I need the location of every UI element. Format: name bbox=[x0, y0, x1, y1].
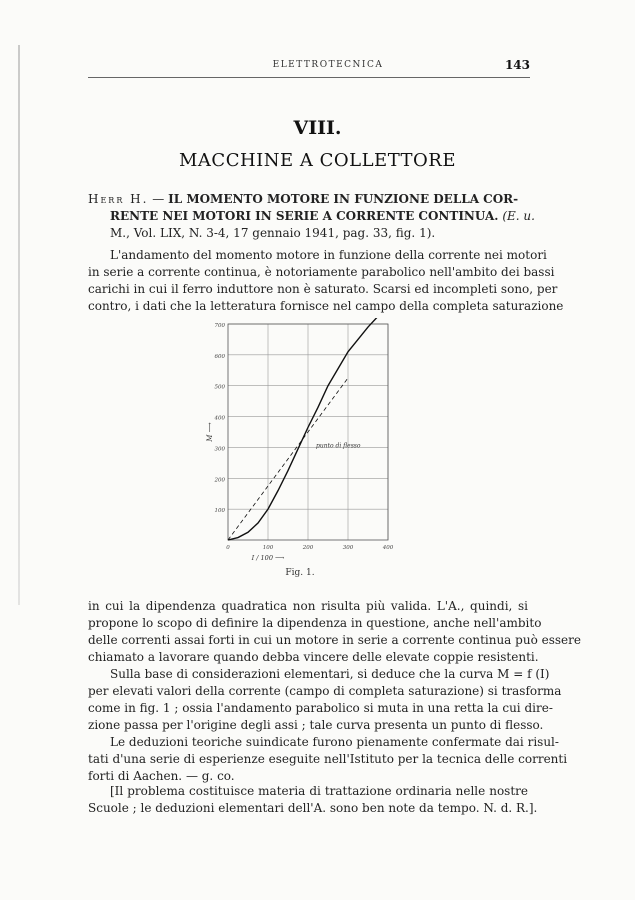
reference-line-3: M., Vol. LIX, N. 3-4, 17 gennaio 1941, pag. 33, fig. 1). bbox=[110, 226, 436, 240]
x-tick-label: 400 bbox=[382, 545, 394, 551]
y-tick-label: 600 bbox=[214, 353, 225, 360]
running-head: ELETTROTECNICA bbox=[272, 60, 384, 70]
y-axis-label: M ⟶ bbox=[206, 422, 214, 442]
paragraph-line: L'andamento del momento motore in funzione della corrente nei motori bbox=[110, 248, 547, 262]
paragraph-line: in serie a corrente continua, è notoriamente parabolico nell'ambito dei bassi bbox=[88, 265, 555, 279]
paragraph-2 bbox=[88, 598, 581, 666]
x-tick-label: 300 bbox=[342, 545, 354, 551]
paragraph-line: propone lo scopo di definire la dipendenza in questione, anche nell'ambito bbox=[88, 616, 542, 630]
y-tick-label: 200 bbox=[214, 477, 225, 484]
reference-title-1: IL MOMENTO MOTORE IN FUNZIONE DELLA COR- bbox=[168, 192, 519, 206]
figure-caption: Fig. 1. bbox=[285, 568, 315, 578]
paragraph-line: Sulla base di considerazioni elementari, si deduce che la curva M = f (I) bbox=[110, 667, 550, 681]
paragraph-line: zione passa per l'origine degli assi ; tale curva presenta un punto di flesso. bbox=[88, 718, 544, 732]
annotation-label: punto di flesso bbox=[316, 442, 361, 450]
paragraph-line: delle correnti assai forti in cui un motore in serie a corrente continua può essere bbox=[88, 633, 581, 647]
paragraph-4 bbox=[88, 734, 568, 785]
paragraph-line: [Il problema costituisce materia di trattazione ordinaria nelle nostre bbox=[110, 784, 528, 798]
reference-title-2: RENTE NEI MOTORI IN SERIE A CORRENTE CONTINUA. bbox=[110, 209, 499, 223]
x-tick-label: 200 bbox=[302, 545, 314, 551]
paragraph-3 bbox=[88, 666, 562, 734]
paragraph-1 bbox=[88, 247, 564, 315]
paragraph-line: per elevati valori della corrente (campo di completa saturazione) si trasforma bbox=[88, 684, 562, 698]
y-tick-label: 100 bbox=[214, 508, 225, 515]
reference-author: Herr H. bbox=[88, 192, 149, 206]
y-tick-label: 300 bbox=[214, 446, 225, 453]
x-axis-label: I / 100 ⟶ bbox=[251, 554, 285, 562]
reference-source-2: (E. u. bbox=[498, 209, 535, 223]
series-line-solid bbox=[228, 318, 378, 540]
section-number: VIII. bbox=[293, 117, 342, 139]
figure-1 bbox=[200, 318, 400, 568]
reference-line-1 bbox=[88, 191, 528, 208]
x-tick-label: 0 bbox=[226, 545, 230, 551]
page-header bbox=[88, 58, 530, 78]
reference-line-2 bbox=[88, 208, 535, 225]
paragraph-line: in cui la dipendenza quadratica non risulta più valida. L'A., quindi, si bbox=[88, 599, 528, 613]
reference-dash: — bbox=[148, 192, 169, 206]
paragraph-line: Le deduzioni teoriche suindicate furono pienamente confermate dai risul- bbox=[110, 735, 559, 749]
x-tick-label: 100 bbox=[262, 545, 274, 551]
bibliographic-reference bbox=[88, 191, 535, 242]
header-rule bbox=[88, 77, 530, 78]
series-line-dashed bbox=[228, 378, 348, 540]
paragraph-line: tati d'una serie di esperienze eseguite nell'Istituto per la tecnica delle correnti bbox=[88, 752, 568, 766]
y-tick-label: 400 bbox=[214, 415, 225, 422]
y-tick-label: 500 bbox=[214, 384, 225, 391]
y-tick-label: 700 bbox=[214, 323, 225, 329]
chart-svg bbox=[200, 318, 400, 568]
page-number: 143 bbox=[504, 58, 530, 72]
paragraph-line: Scuole ; le deduzioni elementari dell'A. sono ben note da tempo. N. d. R.]. bbox=[88, 801, 538, 815]
paragraph-5 bbox=[88, 783, 538, 817]
paragraph-line: contro, i dati che la letteratura fornisce nel campo della completa saturazione bbox=[88, 299, 564, 313]
paragraph-line: chiamato a lavorare quando debba vincere delle elevate coppie resistenti. bbox=[88, 650, 539, 664]
paragraph-line: forti di Aachen. — g. co. bbox=[88, 769, 235, 783]
section-title: MACCHINE A COLLETTORE bbox=[179, 150, 456, 171]
paragraph-line: carichi in cui il ferro induttore non è saturato. Scarsi ed incompleti sono, per bbox=[88, 282, 558, 296]
paragraph-line: come in fig. 1 ; ossia l'andamento parabolico si muta in una retta la cui dire- bbox=[88, 701, 553, 715]
